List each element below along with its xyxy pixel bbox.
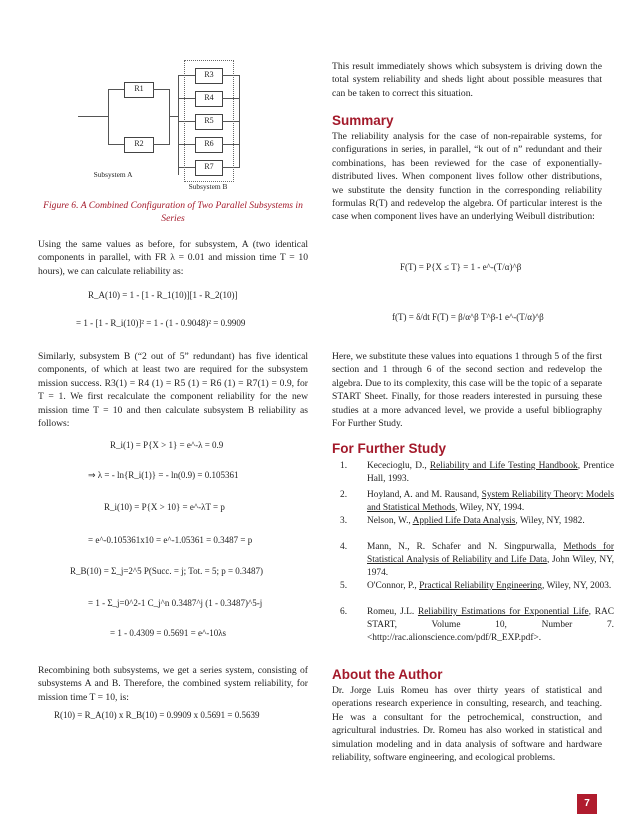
diagram-line [108,89,109,144]
ref-number: 3. [340,516,348,526]
ref-authors: Hoyland, A. and M. Rausand, [367,490,482,500]
equation-ri1: R_i(1) = P{X > 1} = e^-λ = 0.9 [110,440,224,450]
ref-text [367,606,614,645]
right-paragraph-1: This result immediately shows which subsystem is driving down the total system reliability and sheds light about possible measures that can be taken to correct this situation. [332,61,602,99]
ref-number: 2. [340,490,348,500]
ref-authors: Nelson, W., [367,516,413,526]
figure-caption: Figure 6. A Combined Configuration of Two Parallel Subsystems in Series [43,200,303,224]
equation-rb-sum: = 1 - Σ_j=0^2-1 C_j^n 0.3487^j (1 - 0.3487)^5-j [88,598,263,608]
ref-title: System Reliability Theory: Models and Statistical Methods [367,490,614,513]
ref-number: 4. [340,542,348,552]
diagram-line [153,89,169,90]
list-item [340,541,614,580]
summary-paragraph: The reliability analysis for the case of non-repairable systems, for configurations in series, in parallel, “k out of n” redundant and their combinations, has been reviewed for the case of exponentially-distributed lives. When component lives follow other distributions, we substitute the density function in the corresponding reliability formulas R(T) and redevelop the algebra. Of particular interest is the case when component lives have an underlying Weibull distribution: [332,131,602,223]
list-item [340,515,614,541]
ref-publisher: , Wiley, NY, 1982. [515,516,585,526]
block-r2 [124,137,154,153]
ref-publisher: , Wiley, NY, 2003. [542,581,612,591]
further-study-heading: For Further Study [332,441,446,456]
ref-publisher: , John Wiley, NY, 1974. [367,555,614,578]
ref-publisher: , Prentice Hall, 1993. [367,461,614,484]
ref-number: 5. [340,581,348,591]
ref-title: Reliability and Life Testing Handbook [429,461,578,471]
equation-system-reliability: R(10) = R_A(10) x R_B(10) = 0.9909 x 0.5691 = 0.5639 [54,710,260,720]
equation-rb-result: = 1 - 0.4309 = 0.5691 = e^-10λs [110,628,227,638]
reliability-block-diagram [78,52,268,197]
ref-title: Reliability Estimations for Exponential Life [417,607,589,617]
subsystem-b-boundary [184,60,234,182]
equation-p-value: = e^-0.105361x10 = e^-1.05361 = 0.3487 = p [88,535,253,545]
ref-title: Methods for Statistical Analysis of Reliability and Life Data [367,542,614,565]
diagram-line [178,75,179,175]
block-label: R5 [204,116,214,125]
ref-text [367,515,614,528]
block-label: R7 [204,162,214,171]
list-item [340,489,614,515]
equation-weibull-cdf: F(T) = P{X ≤ T} = 1 - e^-(T/α)^β [400,262,522,272]
list-item [340,460,614,486]
ref-authors: O'Connor, P., [367,581,420,591]
ref-publisher: , RAC START, Volume 10, Number 7. <http://rac.alionscience.com/pdf/R_EXP.pdf>. [367,607,614,643]
equation-lambda: ⇒ λ = - ln{R_i(1)} = - ln(0.9) = 0.105361 [88,470,239,480]
block-label: R1 [134,84,144,93]
ref-title: Applied Life Data Analysis [412,516,516,526]
subsystem-a-label: Subsystem A [93,170,133,179]
list-item [340,606,614,645]
left-paragraph-3: Recombining both subsystems, we get a series system, consisting of subsystems A and B. Therefore, the combined system reliability, for mission time T = 10, is: [38,665,308,703]
block-label: R2 [134,139,144,148]
ref-authors: Mann, N., R. Schafer and N. Singpurwalla, [367,542,564,552]
ref-number: 1. [340,461,348,471]
ref-title: Practical Reliability Engineering [419,581,542,591]
equation-ri10: R_i(10) = P{X > 10} = e^-λT = p [104,502,225,512]
equation-weibull-pdf: f(T) = δ/dt F(T) = β/α^β T^β-1 e^-(T/α)^β [392,312,544,322]
equation-ra: R_A(10) = 1 - [1 - R_1(10)][1 - R_2(10)] [88,290,238,300]
right-paragraph-2: Here, we substitute these values into equations 1 through 5 of the first section and 1 through 6 of the second section and redevelop the algebra. Due to its complexity, this case will be the topic of a separate START Sheet. Finally, for those readers interested in pursuing these studies at a more advanced level, we provide a useful bibliography For Further Study. [332,351,602,430]
diagram-line [169,89,170,145]
ref-authors: Kececioglu, D., [367,461,430,471]
diagram-line [108,144,124,145]
block-label: R3 [204,70,214,79]
left-paragraph-2: Similarly, subsystem B (“2 out of 5” redundant) has five identical components, of which at least two are required for the subsystem mission success. R3(1) = R4 (1) = R5 (1) = R6 (1) = R7(1) = 0.9, for T = 1. We first recalculate the component reliability for the new mission time T = 10 and then calculate subsystem B reliability as follows: [38,351,308,430]
diagram-line [239,75,240,168]
diagram-line [169,116,178,117]
ref-publisher: , Wiley, NY, 1994. [455,503,525,513]
list-item [340,580,614,606]
diagram-line [153,144,169,145]
diagram-line [108,89,124,90]
block-label: R4 [204,93,214,102]
about-author-heading: About the Author [332,667,443,682]
ref-number: 6. [340,607,348,617]
ref-text [367,489,614,515]
diagram-line [78,116,108,117]
subsystem-b-label: Subsystem B [188,182,228,191]
equation-rb: R_B(10) = Σ_j=2^5 P(Succ. = j; Tot. = 5; p = 0.3487) [70,566,264,576]
page-number: 7 [577,794,597,814]
equation-ra-result: = 1 - [1 - R_i(10)]² = 1 - (1 - 0.9048)² = 0.9909 [76,318,246,328]
ref-text [367,541,614,580]
summary-heading: Summary [332,113,394,128]
ref-text [367,580,614,593]
left-paragraph-1: Using the same values as before, for subsystem, A (two identical components in parallel, with FR λ = 0.01 and mission time T = 10 hours), we can calculate reliability as: [38,239,308,277]
block-label: R6 [204,139,214,148]
block-r1 [124,82,154,98]
ref-authors: Romeu, J.L. [367,607,418,617]
ref-text [367,460,614,486]
author-paragraph: Dr. Jorge Luis Romeu has over thirty years of statistical and operations research experience in consulting, research, and teaching. He was a consultant for the petrochemical, construction, and agricultural industries. Dr. Romeu has also worked in statistical and simulation modeling and in data analysis of software and hardware reliability, software engineering, and ecological problems. [332,685,602,764]
